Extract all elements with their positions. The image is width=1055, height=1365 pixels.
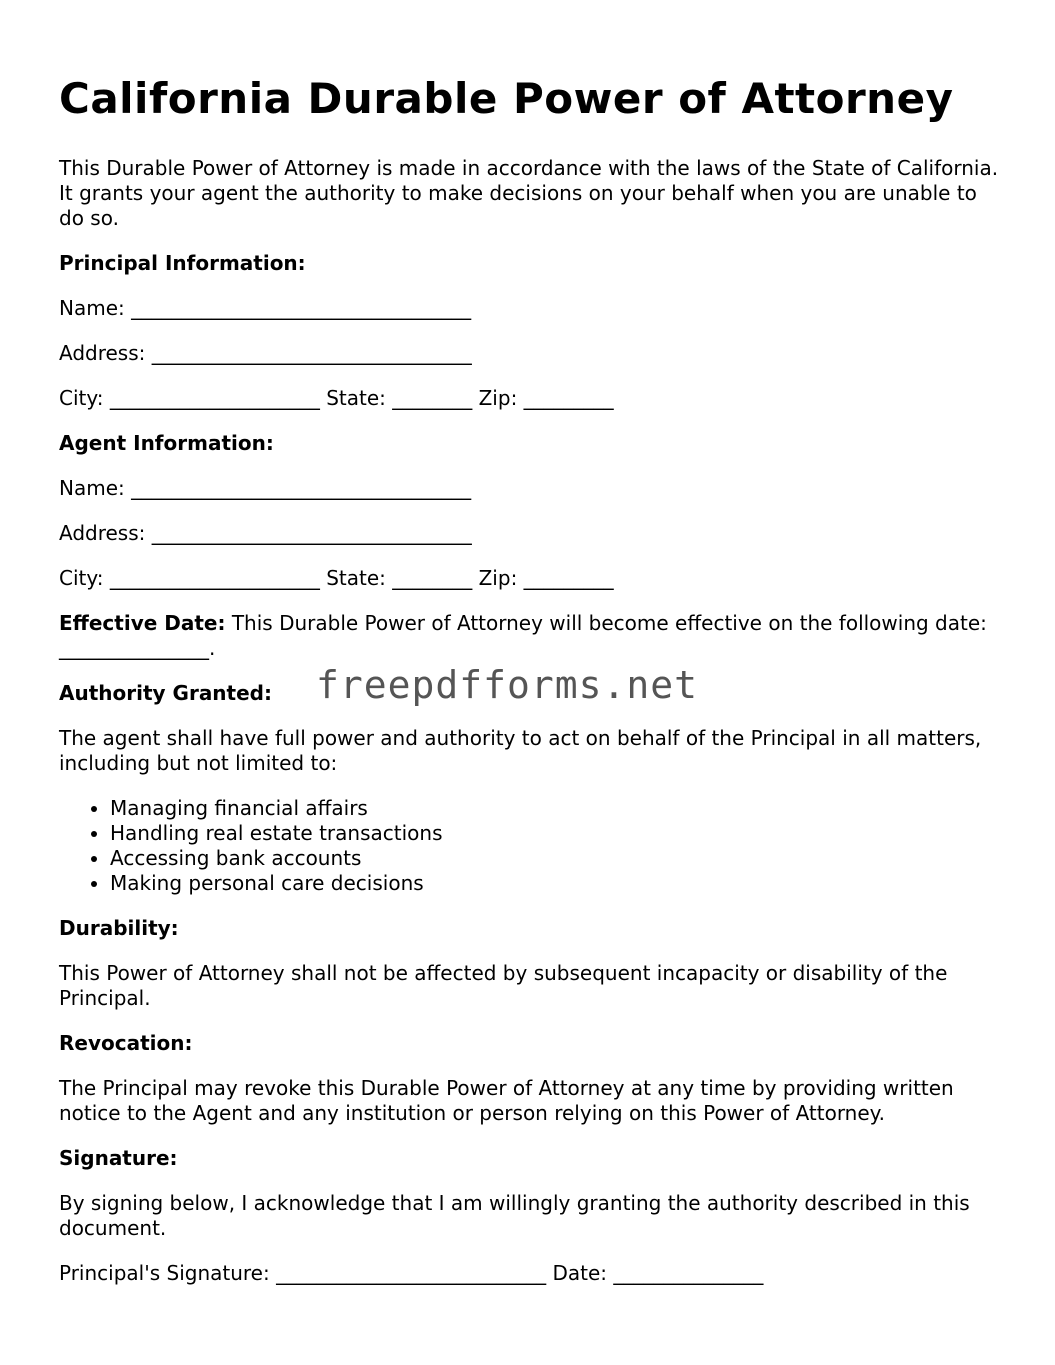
- agent-zip-field: Zip: _________: [478, 566, 614, 590]
- principal-address-field: Address: ________________________________: [59, 341, 472, 365]
- agent-city-state-zip: [59, 566, 999, 591]
- list-item: • Accessing bank accounts: [110, 846, 999, 871]
- effective-date-label: Effective Date:: [59, 611, 226, 635]
- authority-list: [59, 796, 999, 896]
- agent-address-field: Address: ________________________________: [59, 521, 472, 545]
- durability-paragraph: This Power of Attorney shall not be affected by subsequent incapacity or disability of the Principal.: [59, 961, 948, 1010]
- authority-paragraph: The agent shall have full power and authority to act on behalf of the Principal in all matters, including but not limited to:: [59, 726, 982, 775]
- revocation-heading: Revocation:: [59, 1031, 193, 1055]
- agent-city-field: City: _____________________: [59, 566, 320, 590]
- principal-name-field: Name: __________________________________: [59, 296, 472, 320]
- watermark-text: freepdfforms.net: [316, 663, 699, 707]
- authority-heading: Authority Granted:: [59, 681, 272, 705]
- document-title: California Durable Power of Attorney: [59, 74, 954, 123]
- revocation-paragraph: The Principal may revoke this Durable Power of Attorney at any time by providing written notice to the Agent and any institution or person relying on this Power of Attorney.: [59, 1076, 954, 1125]
- principal-signature-field: Principal's Signature: ___________________________: [59, 1261, 547, 1285]
- signature-heading: Signature:: [59, 1146, 178, 1170]
- effective-date-text: This Durable Power of Attorney will become effective on the following date: _______________.: [59, 611, 987, 660]
- agent-state-field: State: ________: [326, 566, 473, 590]
- list-item: • Handling real estate transactions: [110, 821, 999, 846]
- signature-date-field: Date: _______________: [552, 1261, 764, 1285]
- principal-state-field: State: ________: [326, 386, 473, 410]
- effective-date-paragraph: [59, 611, 999, 661]
- principal-zip-field: Zip: _________: [478, 386, 614, 410]
- list-item: • Managing financial affairs: [110, 796, 999, 821]
- principal-city-state-zip: [59, 386, 999, 411]
- agent-name-field: Name: __________________________________: [59, 476, 472, 500]
- list-item: • Making personal care decisions: [110, 871, 999, 896]
- durability-heading: Durability:: [59, 916, 179, 940]
- principal-city-field: City: _____________________: [59, 386, 320, 410]
- signature-paragraph: By signing below, I acknowledge that I am willingly granting the authority described in this document.: [59, 1191, 970, 1240]
- agent-heading: Agent Information:: [59, 431, 274, 455]
- principal-heading: Principal Information:: [59, 251, 306, 275]
- intro-paragraph: This Durable Power of Attorney is made in accordance with the laws of the State of California. It grants your agent the authority to make decisions on your behalf when you are unable to do so.: [59, 156, 999, 230]
- signature-line: [59, 1261, 999, 1286]
